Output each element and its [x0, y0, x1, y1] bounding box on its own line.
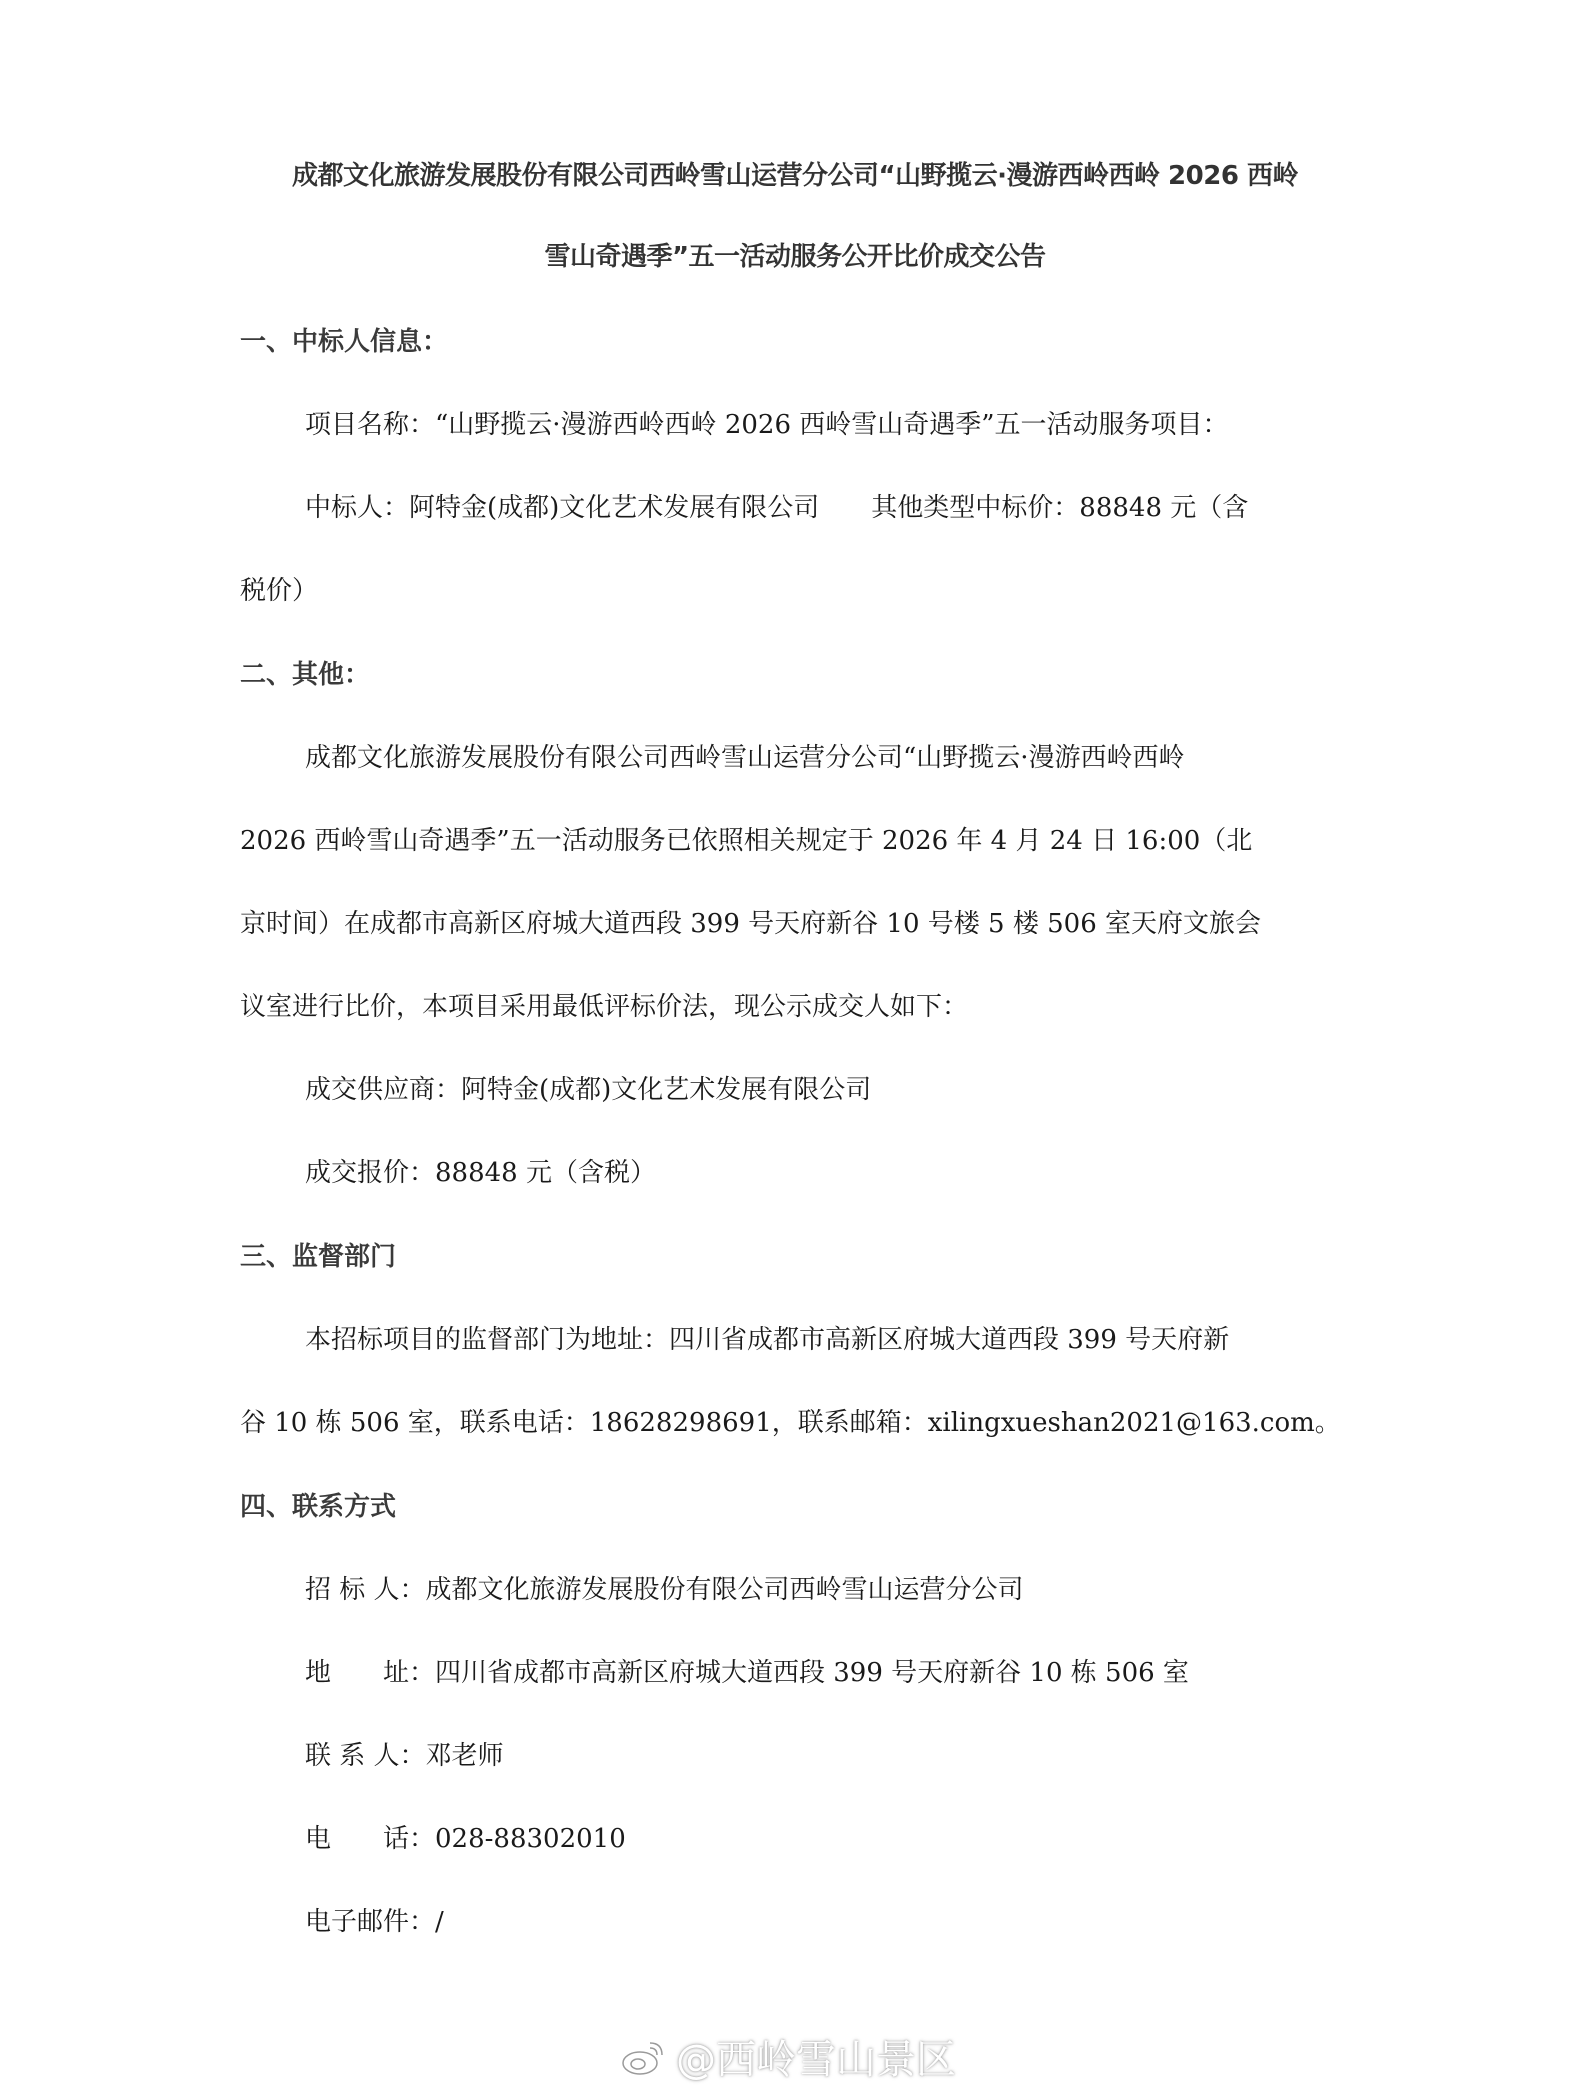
contact-address: 地 址：四川省成都市高新区府城大道西段 399 号天府新谷 10 栋 506 室 — [305, 1658, 1189, 1688]
other-paragraph-line-1: 成都文化旅游发展股份有限公司西岭雪山运营分公司“山野揽云·漫游西岭西岭 — [305, 743, 1185, 773]
other-paragraph-line-2: 2026 西岭雪山奇遇季”五一活动服务已依照相关规定于 2026 年 4 月 24 日 16:00（北 — [240, 826, 1253, 856]
supervision-line-1: 本招标项目的监督部门为地址：四川省成都市高新区府城大道西段 399 号天府新 — [305, 1325, 1230, 1355]
supervision-line-2: 谷 10 栋 506 室，联系电话：18628298691，联系邮箱：xilingxueshan2021@163.com。 — [240, 1408, 1341, 1438]
contact-phone: 电 话：028-88302010 — [305, 1824, 626, 1854]
quote-line: 成交报价：88848 元（含税） — [305, 1158, 656, 1188]
project-name-line: 项目名称：“山野揽云·漫游西岭西岭 2026 西岭雪山奇遇季”五一活动服务项目： — [305, 410, 1229, 440]
document-title-line-1: 成都文化旅游发展股份有限公司西岭雪山运营分公司“山野揽云·漫游西岭西岭 2026 西岭 — [292, 161, 1298, 191]
document-title-line-2: 雪山奇遇季”五一活动服务公开比价成交公告 — [544, 242, 1046, 272]
contact-email: 电子邮件：/ — [305, 1907, 444, 1937]
weibo-icon — [620, 2037, 668, 2077]
other-paragraph-line-3: 京时间）在成都市高新区府城大道西段 399 号天府新谷 10 号楼 5 楼 506 室天府文旅会 — [240, 909, 1261, 939]
section-heading-contact: 四、联系方式 — [240, 1492, 397, 1522]
winner-line-continued: 税价） — [240, 576, 319, 606]
section-heading-supervision: 三、监督部门 — [240, 1242, 397, 1272]
contact-tenderer: 招 标 人：成都文化旅游发展股份有限公司西岭雪山运营分公司 — [305, 1575, 1024, 1605]
weibo-watermark — [620, 2028, 956, 2085]
supplier-line: 成交供应商：阿特金(成都)文化艺术发展有限公司 — [305, 1075, 872, 1105]
watermark-text: @西岭雪山景区 — [676, 2037, 956, 2083]
contact-person: 联 系 人：邓老师 — [305, 1741, 504, 1771]
section-heading-other: 二、其他： — [240, 660, 371, 690]
section-heading-winner-info: 一、中标人信息： — [240, 327, 449, 357]
other-paragraph-line-4: 议室进行比价，本项目采用最低评标价法，现公示成交人如下： — [240, 992, 969, 1022]
winner-line: 中标人：阿特金(成都)文化艺术发展有限公司 其他类型中标价：88848 元（含 — [305, 493, 1249, 523]
